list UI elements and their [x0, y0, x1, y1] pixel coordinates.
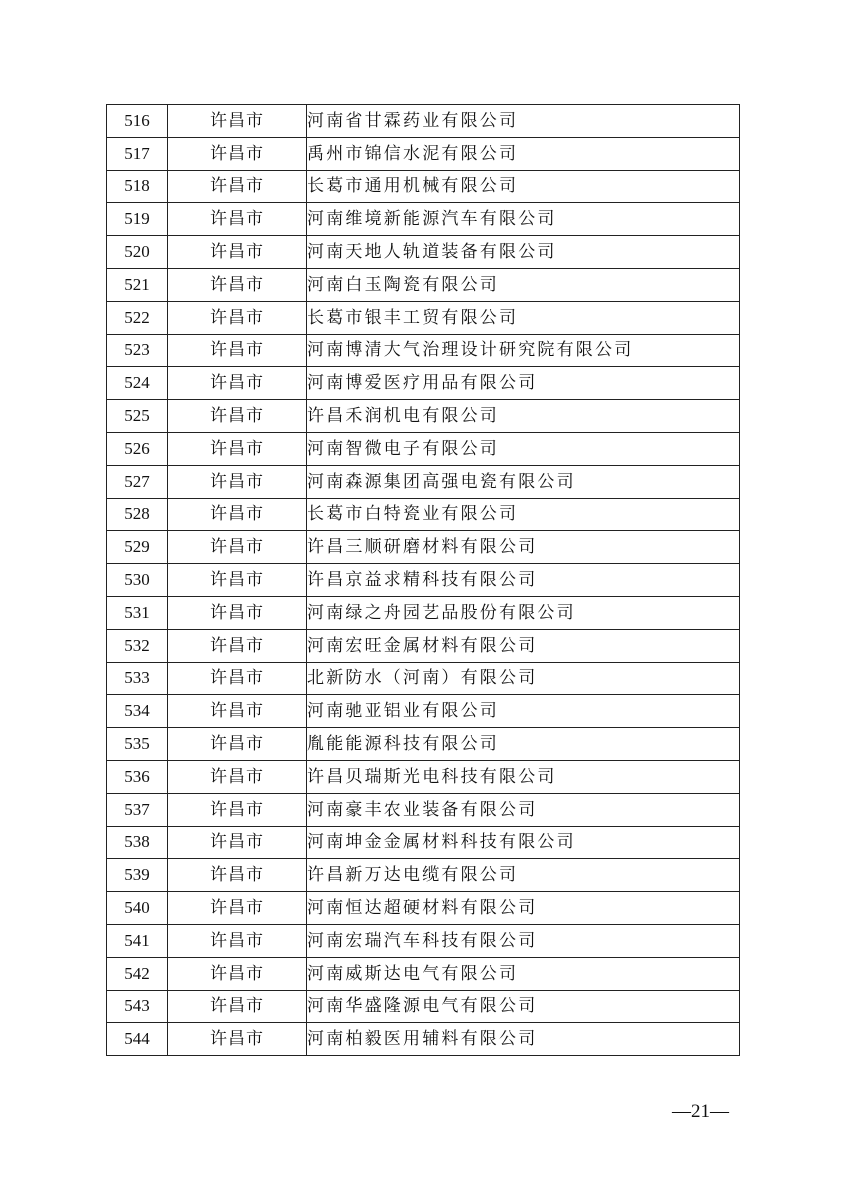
row-number-cell: 539	[107, 859, 168, 892]
city-cell: 许昌市	[168, 301, 307, 334]
city-cell: 许昌市	[168, 531, 307, 564]
city-cell: 许昌市	[168, 105, 307, 138]
city-cell: 许昌市	[168, 957, 307, 990]
city-cell: 许昌市	[168, 990, 307, 1023]
company-name-cell: 河南白玉陶瓷有限公司	[307, 268, 740, 301]
company-name-cell: 河南威斯达电气有限公司	[307, 957, 740, 990]
company-name-cell: 河南天地人轨道装备有限公司	[307, 236, 740, 269]
company-name-cell: 河南坤金金属材料科技有限公司	[307, 826, 740, 859]
row-number-cell: 523	[107, 334, 168, 367]
table-row	[107, 137, 740, 170]
page-number: —21—	[672, 1101, 729, 1122]
city-cell: 许昌市	[168, 268, 307, 301]
table-row	[107, 728, 740, 761]
company-name-cell: 河南驰亚铝业有限公司	[307, 695, 740, 728]
table-row	[107, 990, 740, 1023]
city-cell: 许昌市	[168, 892, 307, 925]
table-row	[107, 957, 740, 990]
city-cell: 许昌市	[168, 596, 307, 629]
table-row	[107, 236, 740, 269]
table-row	[107, 334, 740, 367]
row-number-cell: 521	[107, 268, 168, 301]
table-row	[107, 695, 740, 728]
city-cell: 许昌市	[168, 728, 307, 761]
company-name-cell: 北新防水（河南）有限公司	[307, 662, 740, 695]
company-name-cell: 河南维境新能源汽车有限公司	[307, 203, 740, 236]
company-list-table	[106, 104, 740, 1056]
table-row	[107, 432, 740, 465]
company-name-cell: 河南智微电子有限公司	[307, 432, 740, 465]
company-name-cell: 河南豪丰农业装备有限公司	[307, 793, 740, 826]
row-number-cell: 536	[107, 760, 168, 793]
row-number-cell: 543	[107, 990, 168, 1023]
city-cell: 许昌市	[168, 498, 307, 531]
company-name-cell: 长葛市通用机械有限公司	[307, 170, 740, 203]
city-cell: 许昌市	[168, 236, 307, 269]
city-cell: 许昌市	[168, 629, 307, 662]
table-row	[107, 793, 740, 826]
row-number-cell: 522	[107, 301, 168, 334]
row-number-cell: 531	[107, 596, 168, 629]
row-number-cell: 528	[107, 498, 168, 531]
table-row	[107, 465, 740, 498]
row-number-cell: 520	[107, 236, 168, 269]
company-name-cell: 河南博爱医疗用品有限公司	[307, 367, 740, 400]
row-number-cell: 542	[107, 957, 168, 990]
company-name-cell: 河南博清大气治理设计研究院有限公司	[307, 334, 740, 367]
row-number-cell: 537	[107, 793, 168, 826]
table-row	[107, 105, 740, 138]
row-number-cell: 535	[107, 728, 168, 761]
table-row	[107, 301, 740, 334]
table-row	[107, 662, 740, 695]
row-number-cell: 518	[107, 170, 168, 203]
table-row	[107, 564, 740, 597]
table-row	[107, 892, 740, 925]
company-name-cell: 河南森源集团高强电瓷有限公司	[307, 465, 740, 498]
city-cell: 许昌市	[168, 760, 307, 793]
company-name-cell: 许昌新万达电缆有限公司	[307, 859, 740, 892]
company-name-cell: 河南宏瑞汽车科技有限公司	[307, 924, 740, 957]
table-row	[107, 924, 740, 957]
company-name-cell: 河南华盛隆源电气有限公司	[307, 990, 740, 1023]
table-row	[107, 826, 740, 859]
city-cell: 许昌市	[168, 170, 307, 203]
company-name-cell: 许昌贝瑞斯光电科技有限公司	[307, 760, 740, 793]
row-number-cell: 525	[107, 400, 168, 433]
row-number-cell: 516	[107, 105, 168, 138]
row-number-cell: 526	[107, 432, 168, 465]
company-name-cell: 长葛市银丰工贸有限公司	[307, 301, 740, 334]
city-cell: 许昌市	[168, 1023, 307, 1056]
company-name-cell: 河南恒达超硬材料有限公司	[307, 892, 740, 925]
city-cell: 许昌市	[168, 432, 307, 465]
city-cell: 许昌市	[168, 400, 307, 433]
row-number-cell: 519	[107, 203, 168, 236]
company-name-cell: 河南宏旺金属材料有限公司	[307, 629, 740, 662]
row-number-cell: 527	[107, 465, 168, 498]
company-name-cell: 禹州市锦信水泥有限公司	[307, 137, 740, 170]
company-name-cell: 河南柏毅医用辅料有限公司	[307, 1023, 740, 1056]
company-name-cell: 河南省甘霖药业有限公司	[307, 105, 740, 138]
city-cell: 许昌市	[168, 465, 307, 498]
city-cell: 许昌市	[168, 137, 307, 170]
company-name-cell: 许昌禾润机电有限公司	[307, 400, 740, 433]
table-row	[107, 859, 740, 892]
table-row	[107, 531, 740, 564]
table-row	[107, 268, 740, 301]
city-cell: 许昌市	[168, 662, 307, 695]
table-row	[107, 498, 740, 531]
row-number-cell: 529	[107, 531, 168, 564]
row-number-cell: 524	[107, 367, 168, 400]
table-row	[107, 596, 740, 629]
table-row	[107, 1023, 740, 1056]
row-number-cell: 533	[107, 662, 168, 695]
city-cell: 许昌市	[168, 826, 307, 859]
table-row	[107, 203, 740, 236]
table-row	[107, 760, 740, 793]
row-number-cell: 532	[107, 629, 168, 662]
row-number-cell: 544	[107, 1023, 168, 1056]
table-row	[107, 400, 740, 433]
company-name-cell: 许昌京益求精科技有限公司	[307, 564, 740, 597]
row-number-cell: 541	[107, 924, 168, 957]
company-name-cell: 胤能能源科技有限公司	[307, 728, 740, 761]
table-row	[107, 367, 740, 400]
city-cell: 许昌市	[168, 564, 307, 597]
city-cell: 许昌市	[168, 334, 307, 367]
city-cell: 许昌市	[168, 924, 307, 957]
row-number-cell: 530	[107, 564, 168, 597]
row-number-cell: 540	[107, 892, 168, 925]
company-name-cell: 长葛市白特瓷业有限公司	[307, 498, 740, 531]
row-number-cell: 538	[107, 826, 168, 859]
city-cell: 许昌市	[168, 859, 307, 892]
company-name-cell: 许昌三顺研磨材料有限公司	[307, 531, 740, 564]
city-cell: 许昌市	[168, 793, 307, 826]
city-cell: 许昌市	[168, 695, 307, 728]
company-name-cell: 河南绿之舟园艺品股份有限公司	[307, 596, 740, 629]
table-row	[107, 629, 740, 662]
city-cell: 许昌市	[168, 203, 307, 236]
company-list-body	[107, 105, 740, 1056]
row-number-cell: 517	[107, 137, 168, 170]
table-row	[107, 170, 740, 203]
row-number-cell: 534	[107, 695, 168, 728]
city-cell: 许昌市	[168, 367, 307, 400]
